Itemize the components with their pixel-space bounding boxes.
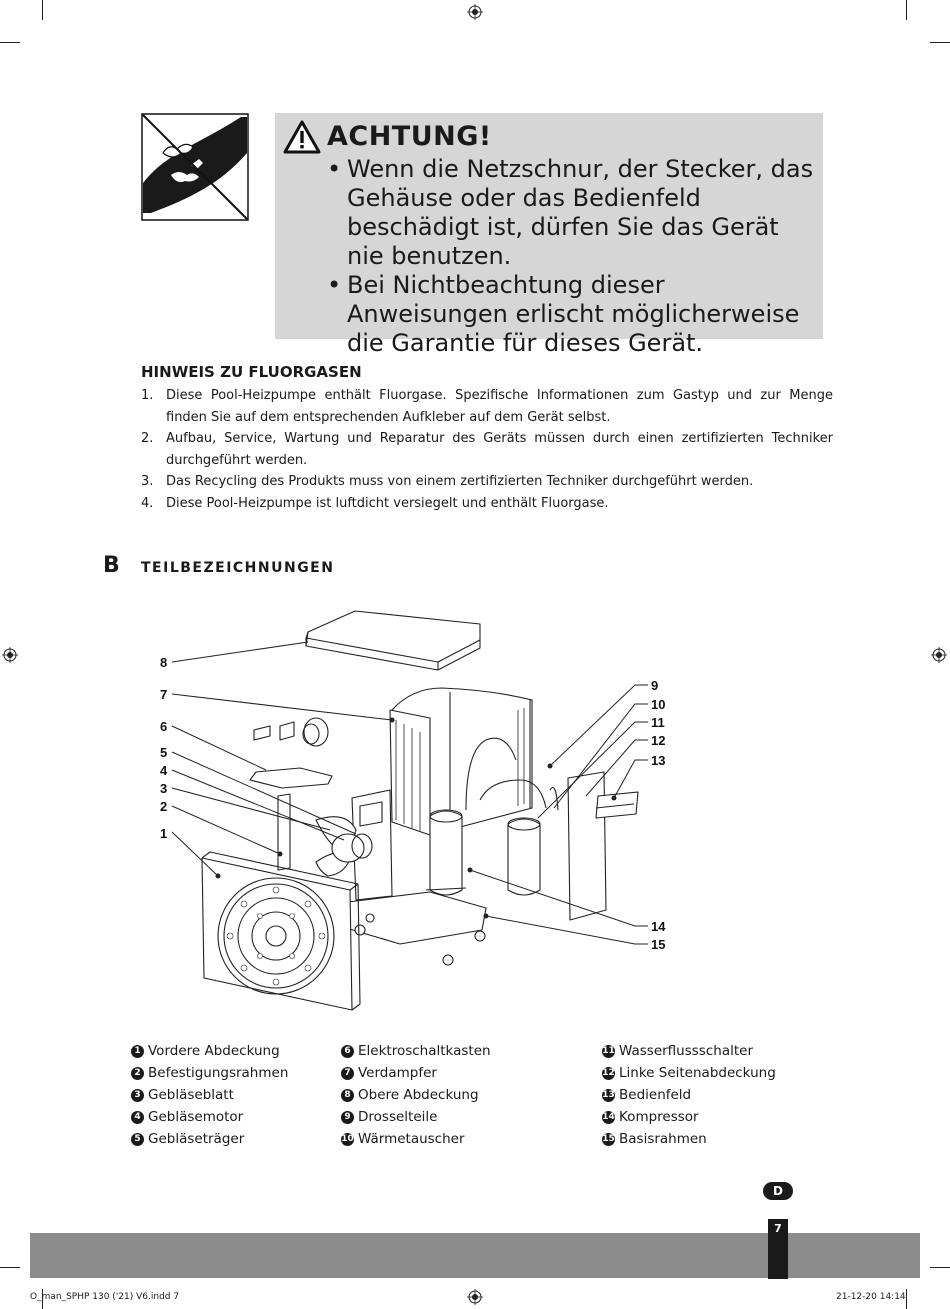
legend-label: Linke Seitenabdeckung — [619, 1065, 776, 1081]
crop-mark — [0, 1267, 20, 1268]
legend-label: Wasserflussschalter — [619, 1043, 753, 1059]
item-text: Aufbau, Service, Wartung und Reparatur des Geräts müssen durch einen zertifizierten Techniker durchgeführt werden. — [166, 431, 833, 468]
legend-label: Bedienfeld — [619, 1087, 692, 1103]
warning-triangle-icon — [283, 120, 321, 154]
diagram-label-9: 9 — [651, 678, 659, 693]
crop-mark — [906, 1289, 907, 1309]
diagram-label-10: 10 — [651, 697, 666, 712]
item-text: Diese Pool-Heizpumpe enthält Fluorgase. Spezifische Informationen zum Gastyp und zur Menge finden Sie auf dem entsprechenden Aufkleber auf dem Gerät selbst. — [166, 388, 833, 425]
legend-number: 8 — [341, 1089, 354, 1102]
legend-column — [602, 1040, 776, 1150]
legend-item — [341, 1106, 491, 1128]
legend-label: Basisrahmen — [619, 1131, 707, 1147]
diagram-label-4: 4 — [160, 763, 168, 778]
section-title: TEILBEZEICHNUNGEN — [141, 560, 335, 576]
fluorgas-title: HINWEIS ZU FLUORGASEN — [141, 363, 362, 381]
legend-item — [131, 1106, 288, 1128]
crop-mark — [930, 42, 950, 43]
legend-item — [131, 1084, 288, 1106]
legend-number: 15 — [602, 1134, 615, 1144]
diagram-label-14: 14 — [651, 919, 666, 934]
legend-item — [131, 1040, 288, 1062]
item-text: Diese Pool-Heizpumpe ist luftdicht versiegelt und enthält Fluorgase. — [166, 495, 609, 511]
legend-label: Gebläseblatt — [148, 1087, 234, 1103]
diagram-label-6: 6 — [160, 719, 168, 734]
diagram-label-3: 3 — [160, 781, 168, 796]
legend-number: 14 — [602, 1112, 615, 1122]
registration-mark-icon — [931, 647, 947, 663]
list-item — [141, 428, 833, 471]
legend-label: Obere Abdeckung — [358, 1087, 479, 1103]
list-item — [141, 385, 833, 428]
legend-column — [131, 1040, 288, 1150]
diagram-label-12: 12 — [651, 733, 666, 748]
item-number: 1. — [141, 388, 154, 403]
diagram-label-13: 13 — [651, 753, 666, 768]
legend-number: 10 — [341, 1134, 354, 1144]
legend-number: 7 — [341, 1067, 354, 1080]
warning-list — [327, 155, 817, 358]
legend-number: 3 — [131, 1089, 144, 1102]
registration-mark-icon — [2, 647, 18, 663]
print-date: 21-12-20 14:14 — [836, 1292, 906, 1302]
legend-item — [341, 1062, 491, 1084]
warning-box — [275, 113, 823, 357]
legend-label: Gebläsemotor — [148, 1109, 244, 1125]
crop-mark — [0, 42, 20, 43]
legend-number: 2 — [131, 1067, 144, 1080]
legend-number: 11 — [602, 1046, 615, 1056]
diagram-label-1: 1 — [160, 826, 168, 841]
warning-title: ACHTUNG! — [327, 121, 492, 152]
diagram-label-11: 11 — [651, 715, 665, 730]
legend-label: Wärmetauscher — [358, 1131, 465, 1147]
legend-item — [602, 1106, 776, 1128]
legend-item — [602, 1128, 776, 1150]
page-number: 7 — [768, 1219, 788, 1279]
section-letter: B — [103, 553, 120, 578]
legend-item — [341, 1084, 491, 1106]
list-item — [141, 471, 833, 493]
diagram-label-15: 15 — [651, 937, 666, 952]
file-info: O_man_SPHP 130 ('21) V6.indd 7 — [30, 1292, 180, 1302]
legend-label: Vordere Abdeckung — [148, 1043, 280, 1059]
warning-bullet: • Wenn die Netzschnur, der Stecker, das Gehäuse oder das Bedienfeld beschädigt ist, dürfen Sie das Gerät nie benutzen. — [327, 155, 817, 271]
registration-mark-icon — [467, 4, 483, 20]
legend-column — [341, 1040, 491, 1150]
legend-item — [602, 1062, 776, 1084]
language-badge: D — [763, 1182, 793, 1200]
registration-mark-icon — [467, 1289, 483, 1305]
diagram-label-2: 2 — [160, 799, 168, 814]
fluorgas-list — [141, 385, 833, 514]
crop-mark — [906, 0, 907, 20]
legend-number: 9 — [341, 1111, 354, 1124]
legend-label: Gebläseträger — [148, 1131, 245, 1147]
item-number: 4. — [141, 495, 154, 511]
warning-bullet: • Bei Nichtbeachtung dieser Anweisungen erlischt möglicherweise die Garantie für dieses Gerät. — [327, 271, 817, 358]
item-number: 2. — [141, 431, 154, 446]
legend-label: Kompressor — [619, 1109, 699, 1125]
list-item — [141, 493, 833, 515]
diagram-label-7: 7 — [160, 687, 168, 702]
legend-label: Elektroschaltkasten — [358, 1043, 491, 1059]
legend-item — [602, 1040, 776, 1062]
legend-item — [341, 1040, 491, 1062]
legend-number: 12 — [602, 1068, 615, 1078]
legend-item — [602, 1084, 776, 1106]
legend-label: Verdampfer — [358, 1065, 437, 1081]
legend-number: 1 — [131, 1045, 144, 1058]
legend-item — [131, 1062, 288, 1084]
crop-mark — [930, 1267, 950, 1268]
legend-number: 4 — [131, 1111, 144, 1124]
item-number: 3. — [141, 474, 154, 489]
legend-number: 6 — [341, 1045, 354, 1058]
no-damaged-cable-icon — [141, 113, 249, 221]
legend-label: Drosselteile — [358, 1109, 438, 1125]
legend-item — [131, 1128, 288, 1150]
legend-item — [341, 1128, 491, 1150]
legend-number: 13 — [602, 1090, 615, 1100]
legend-number: 5 — [131, 1133, 144, 1146]
crop-mark — [42, 0, 43, 20]
legend-label: Befestigungsrahmen — [148, 1065, 289, 1081]
diagram-label-8: 8 — [160, 655, 168, 670]
item-text: Das Recycling des Produkts muss von einem zertifizierten Techniker durchgeführt werden. — [166, 474, 754, 489]
heat-pump-exploded-diagram — [130, 600, 690, 1020]
diagram-label-5: 5 — [160, 745, 168, 760]
